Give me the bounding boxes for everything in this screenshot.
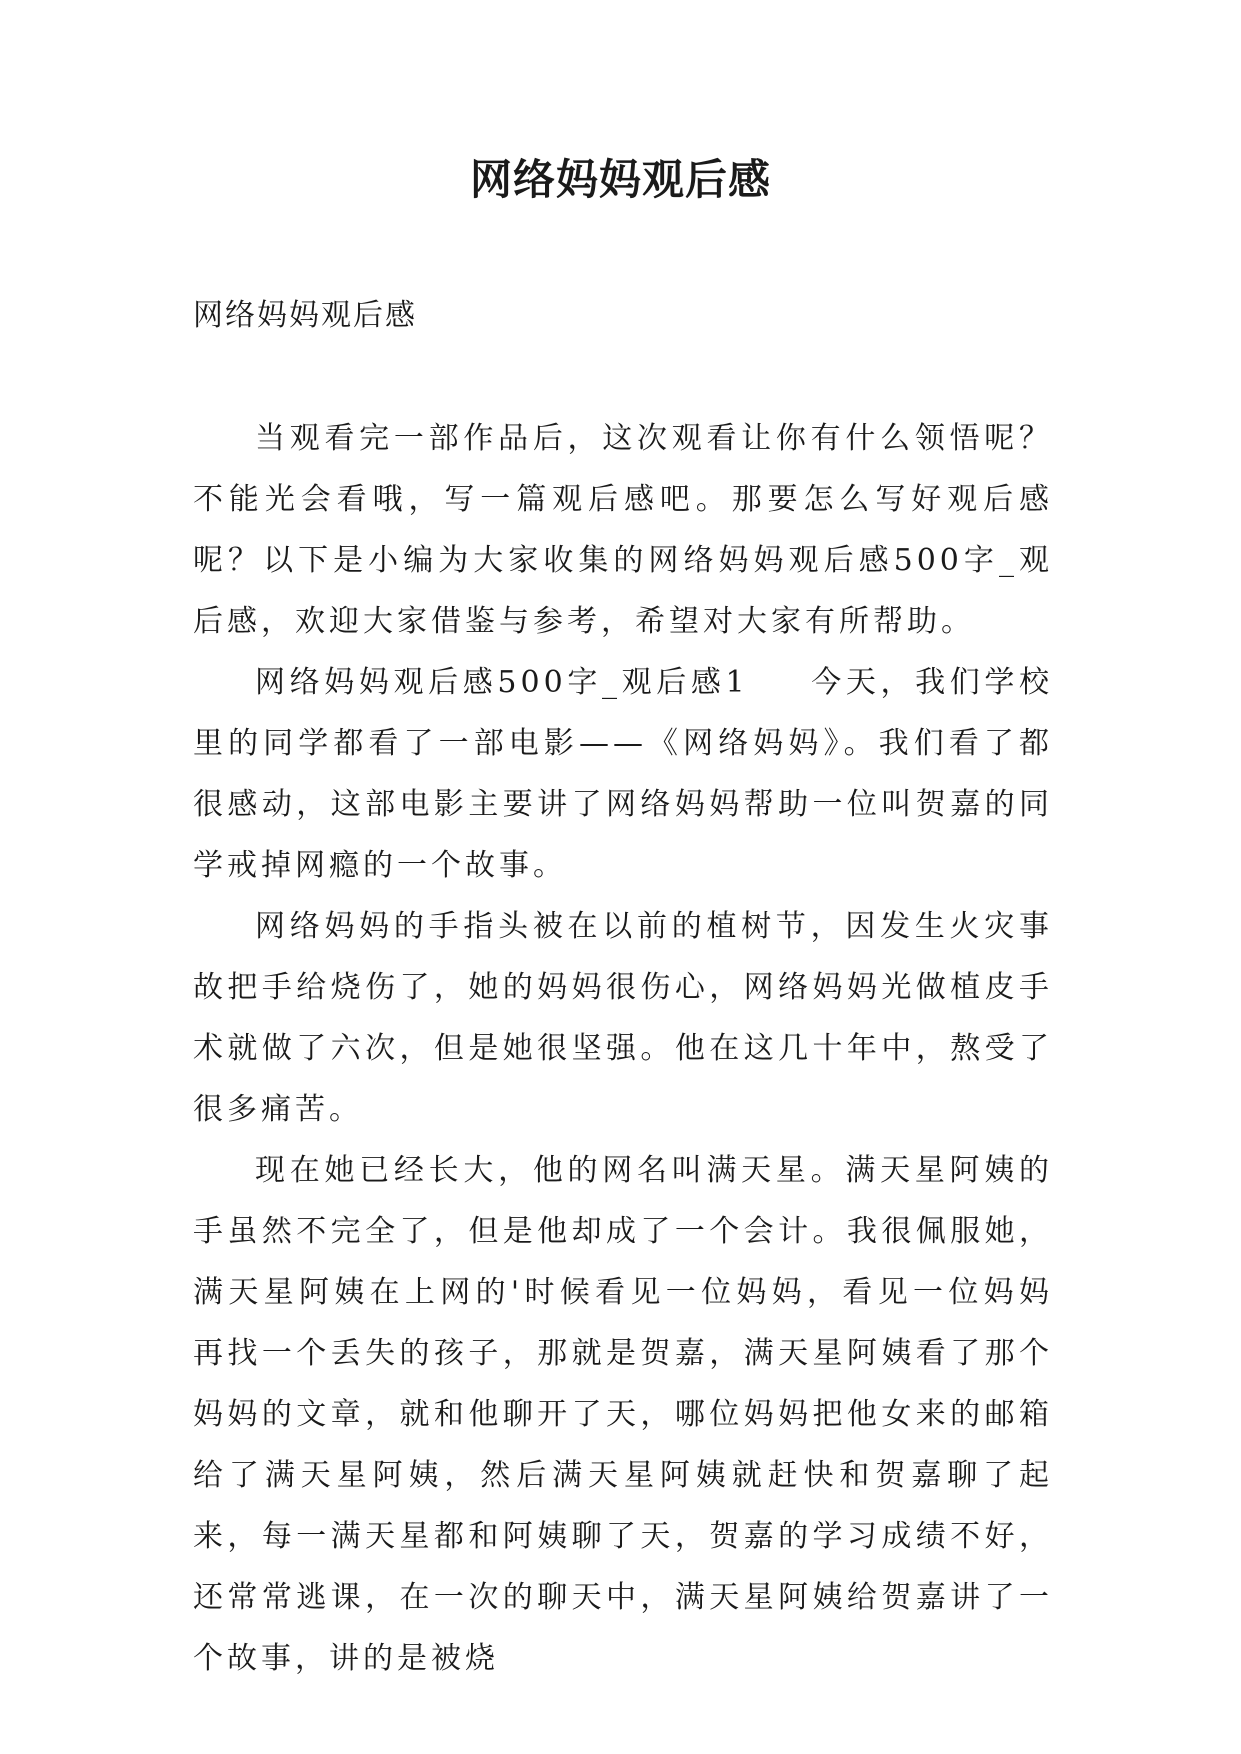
document-title: 网络妈妈观后感 (469, 155, 771, 204)
paragraph-4: 现在她已经长大，他的网名叫满天星。满天星阿姨的手虽然不完全了，但是他却成了一个会计。我很佩服她，满天星阿姨在上网的'时候看见一位妈妈，看见一位妈妈再找一个丢失的孩子，那就是贺嘉，满天星阿姨看了那个妈妈的文章，就和他聊开了天，哪位妈妈把他女来的邮箱给了满天星阿姨，然后满天星阿姨就赶快和贺嘉聊了起来，每一满天星都和阿姨聊了天，贺嘉的学习成绩不好，还常常逃课，在一次的聊天中，满天星阿姨给贺嘉讲了一个故事，讲的是被烧 (193, 1153, 1053, 1676)
intro-paragraph: 当观看完一部作品后，这次观看让你有什么领悟呢？不能光会看哦，写一篇观后感吧。那要怎么写好观后感呢？以下是小编为大家收集的网络妈妈观后感500字_观后感，欢迎大家借鉴与参考，希望对大家有所帮助。 (193, 421, 1053, 639)
paragraph-3: 网络妈妈的手指头被在以前的植树节，因发生火灾事故把手给烧伤了，她的妈妈很伤心，网络妈妈光做植皮手术就做了六次，但是她很坚强。他在这几十年中，熬受了很多痛苦。 (193, 909, 1053, 1127)
section-1-heading: 网络妈妈观后感500字_观后感1 (255, 665, 749, 700)
document-subtitle: 网络妈妈观后感 (193, 298, 417, 333)
document-body (193, 408, 1053, 1689)
section-1-text: 今天，我们学校里的同学都看了一部电影——《网络妈妈》。我们看了都很感动，这部电影主要讲了网络妈妈帮助一位叫贺嘉的同学戒掉网瘾的一个故事。 (193, 665, 1054, 883)
section-1-paragraph (193, 652, 1053, 896)
